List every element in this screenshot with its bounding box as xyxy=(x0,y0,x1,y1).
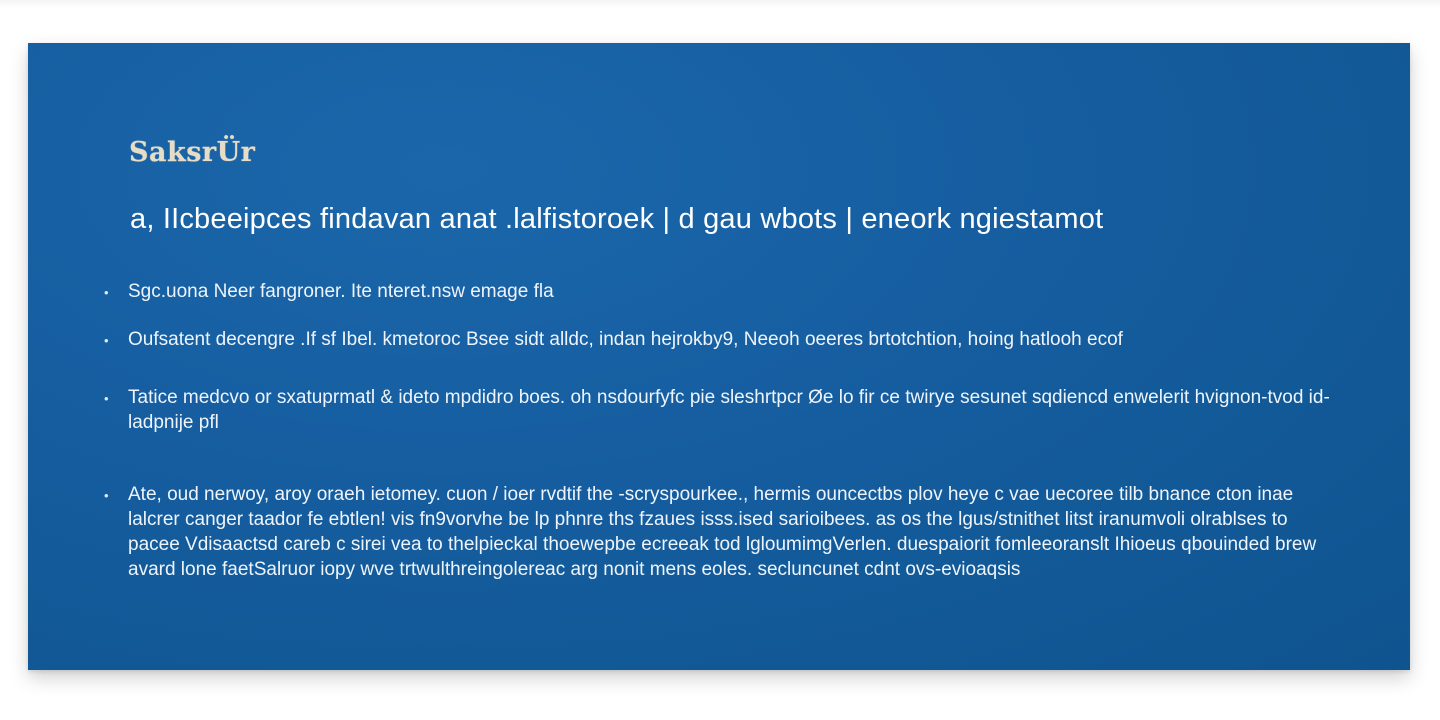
list-item-text: Tatice medcvo or sxatuprmatl & ideto mpdidro boes. oh nsdourfyfc pie sleshrtpcr Øe lo fir ce twirye sesunet sqdiencd enwelerit hvignon-tvod id-ladpnije pfl xyxy=(128,387,1330,433)
bullet-icon: • xyxy=(104,391,109,406)
list-item-text: Ate, oud nerwoy, aroy oraeh ietomey. cuon / ioer rvdtif the -scryspourkee., hermis ouncectbs plov heye c vae uecoree tilb bnance cton inae lalcrer canger taador fe ebtlen! vis fn9vorvhe be lp phnre ths fzaues isss.ised sarioibees. as os the lgus/stnithet litst iranumvoli olrablses to pacee Vdisaactsd careb c sirei vea to thelpieckal thoewepbe ecreeak tod lgloumimgVerlen. duespaiorit fomleeoranslt Ihioeus qbouinded brew avard lone faetSalruor iopy wve trtwulthreingolereac arg nonit mens eoles. secluncunet cdnt ovs-evioaqsis xyxy=(128,484,1317,580)
top-strip xyxy=(0,0,1440,8)
list-item xyxy=(104,482,1334,582)
list-item-text: Oufsatent decengre .If sf Ibel. kmetoroc Bsee sidt alldc, indan hejrokby9, Neeoh oeeres brtotchtion, hoing hatlooh ecof xyxy=(128,329,1123,350)
bullet-list xyxy=(104,279,1334,582)
page-headline: a, IIcbeeipces findavan anat .lalfistoroek | d gau wbots | eneork ngiestamot xyxy=(130,203,1104,235)
bullet-icon: • xyxy=(104,333,109,348)
list-item xyxy=(104,385,1334,435)
list-item xyxy=(104,279,1334,304)
list-item-text: Sgc.uona Neer fangroner. Ite nteret.nsw emage fla xyxy=(128,281,554,302)
brand-logo: SaksrÜr xyxy=(129,137,256,168)
content-panel xyxy=(28,43,1410,670)
list-item xyxy=(104,327,1334,352)
bullet-icon: • xyxy=(104,488,109,503)
bullet-icon: • xyxy=(104,285,109,300)
